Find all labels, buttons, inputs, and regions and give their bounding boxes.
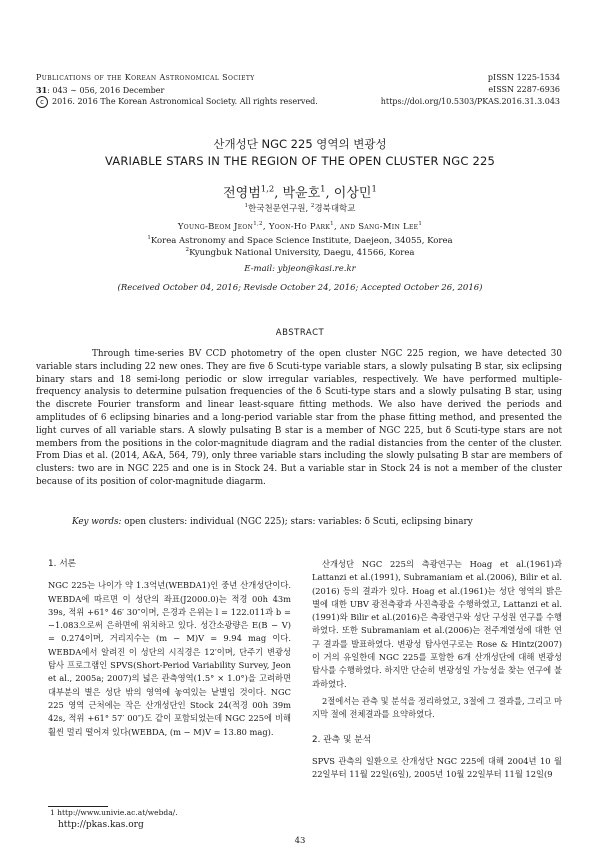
section-1-text: NGC 225는 나이가 약 1.3억년(WEBDA1)인 중년 산개성단이다. WEBDA에 따르면 이 성단의 좌표(J2000.0)는 적경 00h 43m 39s, 적위 +61° 46′ 30″이며, 은경과 은위는 l = 122.011과 b = −1.083으로써 은하면에 위치하고 있다. 성간소광량은 E(B − V) = 0.274이며, 거리지수는 (m − M)V = 9.94 mag 이다. WEBDA에서 알려진 이 성단의 시직경은 12′이며, 단주기 변광성 탐사 프로그램인 SPVS(Short-Period Variability Survey, Jeon et al., 2005a; 2007)의 넓은 관측영역(1.5° × 1.0°)을 고려하면 대부분의 별은 성단 밖의 영역에 놓여있는 낱별임 것이다. NGC 225 영역 근처에는 작은 산개성단인 Stock 24(적경 00h 39m 42s, 적위 +61° 57′ 00″)도 같이 포함되었는데 NGC 225에 비해 훨씬 멀리 떨어져 있다(WEBDA, (m − M)V = 13.80 mag). <box>48 580 291 737</box>
title-korean: 산개성단 NGC 225 영역의 변광성 <box>213 137 387 151</box>
page-number: 43 <box>294 836 306 846</box>
title-english: VARIABLE STARS IN THE REGION OF THE OPEN CLUSTER NGC 225 <box>104 154 496 168</box>
volume-pages: : 043 ∼ 056, 2016 December <box>47 86 165 95</box>
abstract-text: Through time-series BV CCD photometry of the open cluster NGC 225 region, we have detected 30 variable stars including 22 new ones. They are five δ Scuti-type variable stars, a slowly pulsating B star, six eclipsing binary stars and 18 semi-long periodic or slow irregular variables, respectively. We have performed multiple-frequency analysis to determine pulsation frequencies of the δ Scuti-type stars and a slowly pulsating B star, using the discrete Fourier transform and linear least-square fitting methods. We also have derived the periods and amplitudes of 6 eclipsing binaries and a long-period variable star from the phase fitting method, and presented the light curves of all variable stars. A slowly pulsating B star is a member of NGC 225, but δ Scuti-type stars are not members from the positions in the color-magnitude diagram and the radial distancies from the center of the cluster. From Dias et al. (2014, A&A, 564, 79), only three variable stars including the slowly pulsating B star are members of clusters: two are in NGC 225 and one is in Stock 24. But a variable star in Stock 24 is not a member of the cluster because of its position of color-magnitude diagarm. <box>36 349 562 487</box>
footer-url[interactable]: http://pkas.kas.org <box>58 820 144 830</box>
footnote-1[interactable]: 1 http://www.univie.ac.at/webda/. <box>50 808 178 817</box>
keywords-list: open clusters: individual (NGC 225); stars: variables: δ Scuti, eclipsing binary <box>121 517 473 527</box>
copyright-line <box>36 96 318 108</box>
section-2-text: SPVS 관측의 일환으로 산개성단 NGC 225에 대해 2004년 10 월 22일부터 11월 22일(6일), 2005년 10월 22일부터 11월 12일(9 <box>312 755 562 780</box>
copyright-text: 2016. 2016 The Korean Astronomical Society. All rights reserved. <box>52 97 318 106</box>
affiliations-korean: $^1$한국천문연구원, $^2$경북대학교 <box>244 203 356 214</box>
intro-para-1: 산개성단 NGC 225의 측광연구는 Hoag et al.(1961)과 Lattanzi et al.(1991), Subramaniam et al.(2006), Bilir et al.(2016) 등의 결과가 있다. Hoag et al.(1961)는 성단 영역의 밝은 별에 대한 UBV 광전측광과 사진측광을 수행하였고, Lattanzi et al.(1991)와 Bilir et al.(2016)은 측광연구와 성단 구성원 연구를 수행하였다. 또한 Subramaniam et al.(2006)는 전주계열성에 대한 연구 결과를 발표하였다. 변광성 탐사연구로는 Rose & Hintz(2007)이 거의 유일한데 NGC 225를 포함한 6개 산개성단에 대해 변광성 탐사를 수행하였다. 하지만 단순히 변광성일 가능성을 찾는 연구에 불과하였다. <box>312 559 562 689</box>
right-column <box>312 558 562 781</box>
abstract-heading: ABSTRACT <box>275 328 325 338</box>
copyright-icon: c <box>36 96 48 108</box>
pissn: pISSN 1225-1534 <box>487 73 560 82</box>
eissn: eISSN 2287-6936 <box>488 85 560 94</box>
authors-korean: 전영범$^{1,2}$, 박윤호$^1$, 이상민$^1$ <box>223 183 377 201</box>
keywords-label: Key words: <box>72 517 122 527</box>
section-1-heading: 1. 서론 <box>48 559 77 569</box>
affiliation-2: $^2$Kyungbuk National University, Daegu, 41566, Korea <box>185 247 415 258</box>
authors-english: Young-Beom Jeon$^{1,2}$, Yoon-Ho Park$^1$, and Sang-Min Lee$^1$ <box>177 221 423 232</box>
doi-link[interactable]: https://doi.org/10.5303/PKAS.2016.31.3.043 <box>380 97 560 106</box>
left-column <box>48 558 291 739</box>
volume-number: 31 <box>36 85 48 95</box>
intro-para-2: 2절에서는 관측 및 분석을 정리하였고, 3절에 그 결과를, 그리고 마지막 절에 전체결과를 요약하였다. <box>312 695 562 720</box>
affiliation-1: $^1$Korea Astronomy and Space Science Institute, Daejeon, 34055, Korea <box>147 235 453 246</box>
footnote-rule <box>48 806 108 807</box>
section-2-heading: 2. 관측 및 분석 <box>312 734 372 745</box>
email-contact[interactable]: E-mail: ybjeon@kasi.re.kr <box>244 264 356 274</box>
received-dates: (Received October 04, 2016; Revisde October 24, 2016; Accepted October 26, 2016) <box>117 283 483 293</box>
journal-name: Publications of the Korean Astronomical Society <box>36 73 255 82</box>
keywords <box>72 516 562 528</box>
